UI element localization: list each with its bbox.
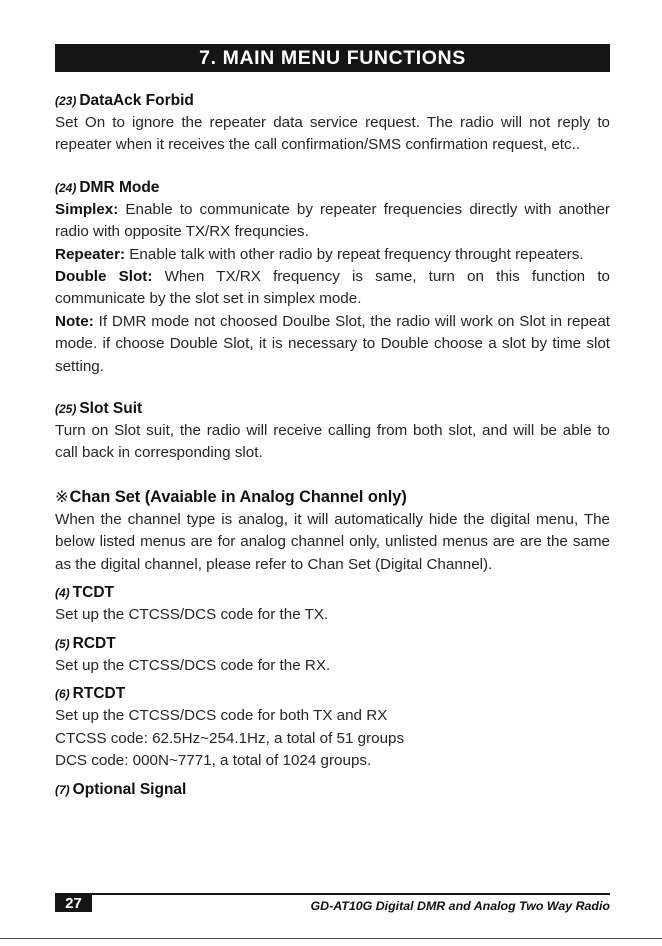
chan-set-intro: When the channel type is analog, it will automatically hide the digital menu, The below listed menus are for analog channel only, unlisted menus are are the same as the digital channel, please refer to Chan Set (Digital Channel).: [55, 510, 610, 573]
footer-divider: [55, 893, 610, 895]
section-dataack-forbid: [55, 90, 610, 157]
subsection-number: (4): [55, 586, 70, 601]
subsection-heading-tcdt: [55, 582, 610, 604]
subsection-number: (5): [55, 636, 70, 651]
mode-item-simplex: [55, 199, 610, 244]
page-number: 27: [55, 895, 92, 912]
section-chan-set-analog: [55, 485, 610, 801]
mode-text: Enable talk with other radio by repeat frequency throught repeaters.: [129, 245, 584, 263]
mode-label: Repeater:: [55, 245, 126, 263]
mode-text: When TX/RX frequency is same, turn on this function to communicate by the slot set in simplex mode.: [55, 268, 610, 308]
note-label: Note:: [55, 312, 94, 330]
subsection-heading-rcdt: [55, 633, 610, 655]
subsection-heading-rtcdt: [55, 683, 610, 705]
mode-item-double-slot: [55, 266, 610, 311]
subsection-line: Set up the CTCSS/DCS code for the RX.: [55, 656, 331, 674]
section-title: DMR Mode: [79, 178, 160, 196]
footer-product-name: GD-AT10G Digital DMR and Analog Two Way Radio: [310, 899, 610, 913]
section-heading: [55, 177, 610, 199]
subsection-title: Optional Signal: [72, 781, 187, 799]
mode-item-repeater: [55, 244, 610, 266]
subsection-title: RTCDT: [72, 685, 126, 703]
subsection-title: RCDT: [72, 634, 116, 652]
chan-set-title: Chan Set (Avaiable in Analog Channel only): [69, 487, 407, 506]
section-dmr-mode: [55, 177, 610, 378]
page-bottom-edge: [0, 938, 662, 939]
mode-label: Double Slot:: [55, 268, 153, 286]
section-title: Slot Suit: [79, 400, 143, 418]
subsection-number: (7): [55, 783, 70, 798]
section-text: Set On to ignore the repeater data service request. The radio will not reply to repeater when it receives the call confirmation/SMS confirmation request, etc..: [55, 114, 610, 154]
section-number: (23): [55, 94, 77, 108]
section-slot-suit: [55, 398, 610, 465]
manual-page: [55, 44, 610, 801]
section-heading: [55, 398, 610, 420]
ctcss-range-line: CTCSS code: 62.5Hz~254.1Hz, a total of 51 groups: [55, 729, 405, 747]
reference-mark-icon: ※: [55, 487, 69, 506]
section-number: (24): [55, 180, 77, 195]
mode-text: Enable to communicate by repeater frequencies directly with another radio with opposite TX/RX frequncies.: [55, 200, 610, 241]
section-heading: [55, 90, 610, 112]
section-number: (25): [55, 402, 77, 417]
note-text: If DMR mode not choosed Doulbe Slot, the radio will work on Slot in repeat mode. if choose Double Slot, it is necessary to Double choose a slot by time slot setting.: [55, 312, 610, 375]
dcs-range-line: DCS code: 000N~7771, a total of 1024 groups.: [55, 752, 372, 770]
subsection-line: Set up the CTCSS/DCS code for the TX.: [55, 606, 329, 624]
subsection-line: Set up the CTCSS/DCS code for both TX and RX: [55, 707, 388, 725]
subsection-heading-optional-signal: [55, 779, 610, 801]
mode-item-note: [55, 311, 610, 378]
subsection-number: (6): [55, 687, 70, 702]
section-title: DataAck Forbid: [79, 92, 194, 109]
chan-set-heading: [55, 485, 610, 509]
mode-label: Simplex:: [55, 200, 119, 218]
subsection-title: TCDT: [72, 584, 114, 602]
page-title: 7. MAIN MENU FUNCTIONS: [55, 44, 610, 72]
section-text: Turn on Slot suit, the radio will receive calling from both slot, and will be able to call back in corresponding slot.: [55, 422, 610, 462]
